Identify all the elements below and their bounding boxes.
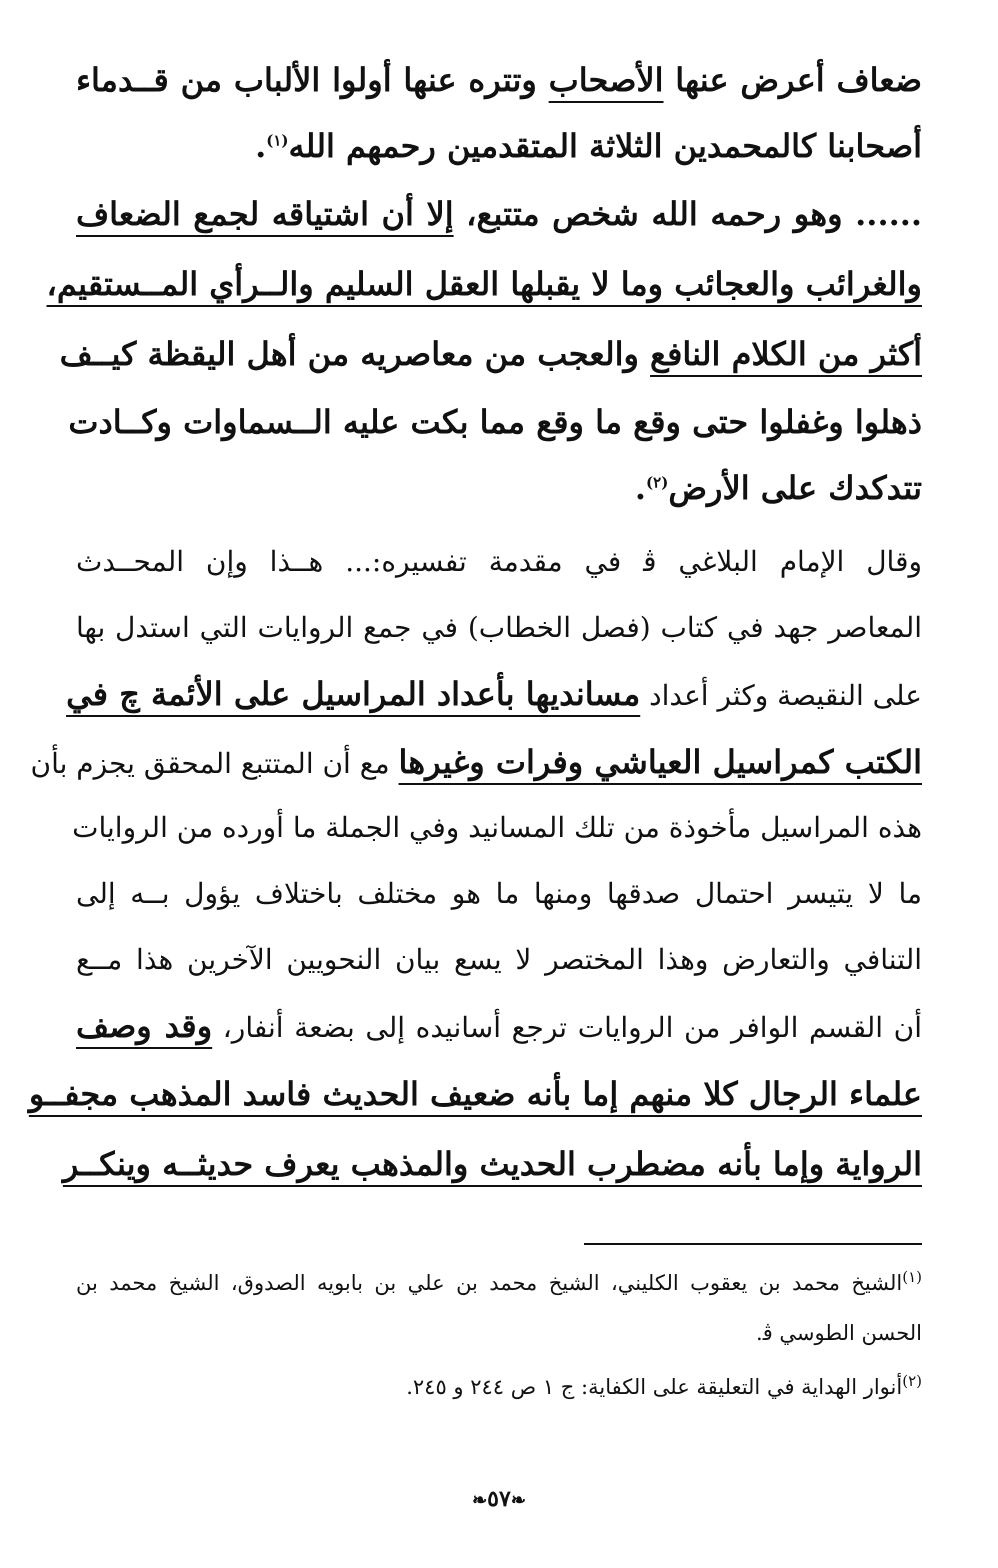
text-segment: ضعاف أعرض عنها bbox=[663, 61, 923, 99]
text-segment: والعجب من معاصريه من أهل اليقظة كيــف bbox=[59, 335, 651, 373]
text-segment: ذهلوا وغفلوا حتى وقع ما وقع مما بكت عليه الــسماوات وكــادت bbox=[68, 403, 922, 441]
body-line bbox=[76, 466, 922, 516]
body-line bbox=[76, 938, 922, 988]
underlined-text: أكثر من الكلام النافع bbox=[650, 335, 922, 373]
text-segment: مع أن المتتبع المحقق يجزم بأن bbox=[30, 747, 399, 780]
body-line bbox=[62, 1142, 922, 1192]
underlined-text: والغرائب والعجائب وما لا يقبلها العقل السليم والــرأي المــستقيم، bbox=[46, 265, 922, 303]
footnote-separator bbox=[584, 1243, 922, 1245]
text-segment: وقال الإمام البلاغي ﭬ في مقدمة تفسيره:... هــذا وإن المحــدث bbox=[76, 545, 922, 578]
text-segment: ما لا يتيسر احتمال صدقها ومنها ما هو مختلف باختلاف يؤول بــه إلى bbox=[76, 877, 922, 910]
body-line bbox=[72, 806, 922, 856]
underlined-text: إلا أن اشتياقه لجمع الضعاف bbox=[76, 195, 454, 233]
text-segment: تتدكدك على الأرض bbox=[668, 469, 922, 507]
underlined-text: وقد وصف bbox=[76, 1007, 213, 1045]
ornament-icon: ❧ bbox=[472, 1490, 488, 1511]
text-segment: أصحابنا كالمحمدين الثلاثة المتقدمين رحمهم الله bbox=[288, 127, 922, 165]
body-line bbox=[59, 332, 922, 382]
footnote-2 bbox=[76, 1372, 922, 1402]
text-segment: على النقيصة وكثر أعداد bbox=[640, 679, 922, 712]
text-segment: التنافي والتعارض وهذا المختصر لا يسع بيان النحويين الآخرين هذا مــع bbox=[76, 943, 923, 976]
page-number-value: ٥٧ bbox=[487, 1486, 511, 1512]
body-line bbox=[66, 672, 922, 722]
footnote-text: الشيخ محمد بن يعقوب الكليني، الشيخ محمد بن علي بن بابويه الصدوق، الشيخ محمد بن bbox=[76, 1271, 903, 1295]
footnote-mark: (٢) bbox=[902, 1372, 922, 1390]
text-segment: هذه المراسيل مأخوذة من تلك المسانيد وفي الجملة ما أورده من الروايات bbox=[72, 811, 922, 844]
body-line bbox=[68, 400, 922, 450]
footnote-1-cont bbox=[76, 1318, 922, 1348]
underlined-text: مسانديها بأعداد المراسيل على الأئمة ﭺ في bbox=[66, 675, 641, 713]
footnote-ref[interactable]: (١) bbox=[266, 131, 289, 150]
body-line bbox=[30, 740, 922, 790]
footnote-1 bbox=[76, 1268, 922, 1298]
underlined-text: الأصحاب bbox=[548, 61, 664, 99]
period: . bbox=[255, 127, 267, 165]
text-segment: أن القسم الوافر من الروايات ترجع أسانيده إلى بضعة أنفار، bbox=[212, 1011, 923, 1044]
body-line bbox=[76, 1004, 922, 1054]
underlined-text: الرواية وإما بأنه مضطرب الحديث والمذهب يعرف حديثــه وينكــر bbox=[62, 1145, 922, 1183]
body-line bbox=[28, 1072, 922, 1122]
footnote-text: الحسن الطوسي ﭬ. bbox=[756, 1321, 922, 1345]
footnote-ref[interactable]: (٢) bbox=[646, 473, 669, 492]
text-segment: ...... وهو رحمه الله شخص متتبع، bbox=[453, 195, 923, 233]
body-line bbox=[76, 124, 922, 174]
body-line bbox=[76, 872, 922, 922]
footnote-mark: (١) bbox=[902, 1268, 922, 1286]
body-line bbox=[46, 262, 922, 312]
text-segment: المعاصر جهد في كتاب (فصل الخطاب) في جمع الروايات التي استدل بها bbox=[76, 611, 922, 644]
page-number bbox=[0, 1486, 998, 1512]
footnote-text: أنوار الهداية في التعليقة على الكفاية: ج ١ ص ٢٤٤ و ٢٤٥. bbox=[406, 1375, 903, 1399]
underlined-text: الكتب كمراسيل العياشي وفرات وغيرها bbox=[398, 743, 922, 781]
body-line bbox=[76, 540, 922, 590]
ornament-icon: ❧ bbox=[510, 1490, 526, 1511]
period: . bbox=[634, 469, 647, 507]
body-line bbox=[76, 58, 922, 108]
body-line bbox=[76, 606, 922, 656]
body-line bbox=[76, 192, 922, 242]
underlined-text: علماء الرجال كلا منهم إما بأنه ضعيف الحديث فاسد المذهب مجفــو bbox=[28, 1075, 922, 1113]
text-segment: وتتره عنها أولوا الألباب من قــدماء bbox=[76, 61, 549, 99]
